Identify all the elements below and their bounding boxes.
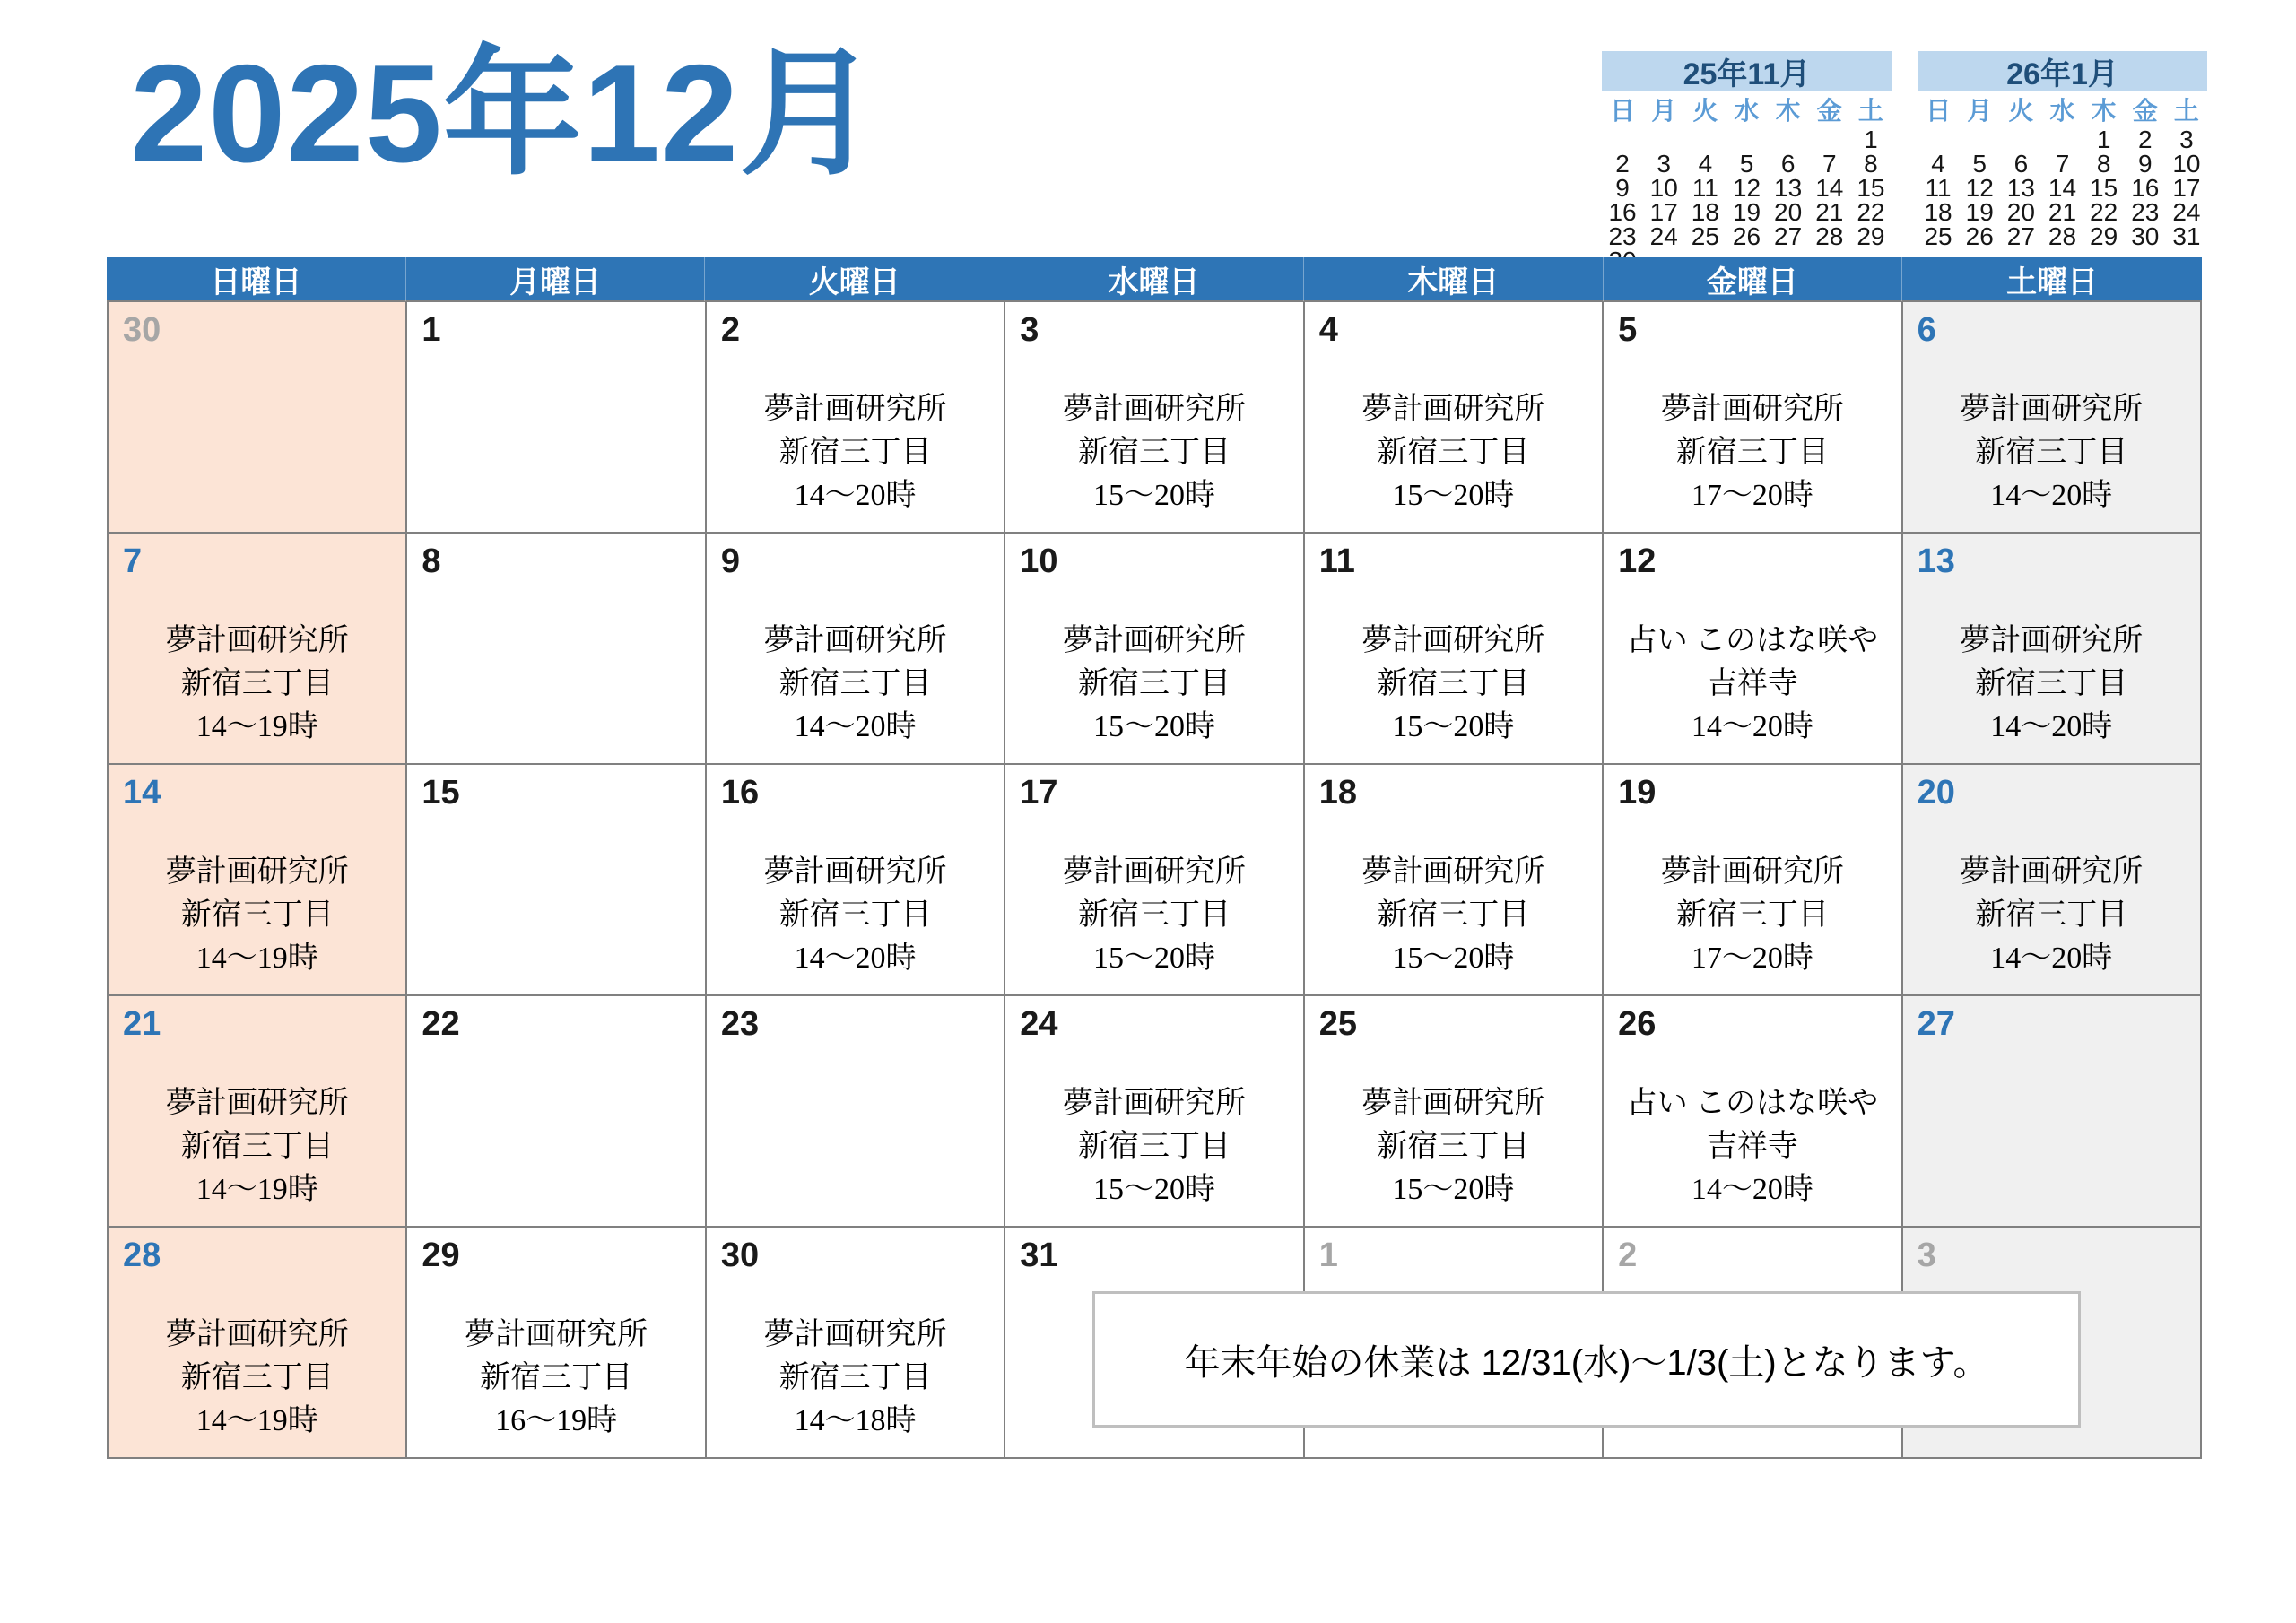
day-number: 31 [1020,1237,1058,1274]
mini-calendar-title: 26年1月 [1918,51,2207,91]
weekday-header-cell: 土曜日 [2006,265,2099,299]
event-line: 新宿三丁目 [1377,436,1530,469]
event-line: 吉祥寺 [1706,667,1798,700]
mini-weekday-label: 水 [2049,97,2075,125]
event-line: 夢計画研究所 [1960,855,2144,889]
event-line: 夢計画研究所 [165,1087,349,1120]
mini-day-number: 14 [1815,174,1844,202]
event-line: 夢計画研究所 [1361,393,1545,426]
event-line: 新宿三丁目 [1077,898,1231,932]
mini-day-number: 11 [1692,174,1718,202]
event-text [1309,851,1598,980]
day-number: 16 [720,774,760,812]
day-number: 13 [1917,542,1955,580]
event-line: 新宿三丁目 [778,898,932,932]
day-cell [1305,534,1604,765]
mini-day-number: 10 [1649,174,1678,202]
day-number: 26 [1618,1005,1657,1043]
event-line: 15〜20時 [1092,479,1215,512]
event-line: 15〜20時 [1092,1173,1215,1206]
event-line: 15〜20時 [1392,710,1515,743]
event-line: 夢計画研究所 [763,1318,947,1351]
day-number: 20 [1917,774,1955,812]
day-number: 3 [1917,1237,1936,1274]
event-text [1607,851,1897,980]
event-text [1309,388,1598,517]
mini-day-number: 12 [1965,174,1994,202]
event-line: 新宿三丁目 [180,1361,334,1394]
day-cell [1604,996,1902,1228]
event-line: 15〜20時 [1392,479,1515,512]
day-number: 6 [1917,311,1936,349]
event-line: 新宿三丁目 [480,1361,633,1394]
mini-day-number: 21 [2048,198,2077,226]
mini-calendar-grid [1602,95,1892,273]
mini-day-number: 3 [2179,126,2194,153]
mini-day-number: 20 [2006,198,2035,226]
mini-day-number: 19 [1732,198,1761,226]
mini-weekday-label: 土 [1857,97,1883,125]
day-number: 1 [1318,1237,1338,1274]
mini-day-number: 8 [1864,150,1878,178]
day-number: 12 [1618,542,1657,580]
weekday-header-cell: 日曜日 [107,257,406,301]
mini-day-number: 28 [2048,222,2077,250]
day-number: 9 [720,542,740,580]
day-cell [1903,996,2202,1228]
mini-day-number [1684,127,1726,152]
day-number: 10 [1020,542,1058,580]
event-text [1607,620,1897,749]
day-cell [407,534,706,765]
event-text [411,1314,700,1443]
event-line: 14〜19時 [196,1404,318,1437]
day-cell [407,765,706,996]
mini-day-number: 17 [1649,198,1678,226]
event-line: 夢計画研究所 [165,855,349,889]
day-cell [707,996,1005,1228]
day-cell [109,302,407,534]
event-line: 新宿三丁目 [1377,898,1530,932]
mini-day-number: 18 [1691,198,1719,226]
event-text [710,851,1000,980]
mini-day-number: 2 [2137,126,2152,153]
day-number: 30 [720,1237,760,1274]
day-number: 8 [422,542,441,580]
mini-day-number: 25 [1924,222,1952,250]
mini-day-number: 1 [2096,126,2111,153]
day-number: 28 [123,1237,161,1274]
day-cell [707,1228,1005,1459]
event-line: 夢計画研究所 [1361,855,1545,889]
mini-day-number [1726,127,1767,152]
mini-weekday-label: 水 [1734,97,1760,125]
mini-day-number [1643,127,1684,152]
weekday-header-row [107,257,2202,300]
event-line: 14〜20時 [794,479,917,512]
event-line: 夢計画研究所 [1960,624,2144,657]
day-number: 7 [123,542,143,580]
day-number: 2 [720,311,740,349]
mini-day-number: 5 [1972,150,1987,178]
event-text [1009,388,1299,517]
event-line: 夢計画研究所 [763,855,947,889]
event-line: 夢計画研究所 [1361,624,1545,657]
event-line: 新宿三丁目 [1675,898,1829,932]
mini-day-number: 24 [2172,198,2201,226]
event-line: 14〜19時 [196,942,318,975]
event-line: 15〜20時 [1392,1173,1515,1206]
weekday-header-cell: 月曜日 [406,257,706,301]
event-text [1309,620,1598,749]
weekday-header-cell: 金曜日 [1604,257,1903,301]
mini-day-number: 26 [1732,222,1761,250]
mini-weekday-label: 日 [1610,97,1636,125]
mini-day-number: 24 [1649,222,1678,250]
mini-day-number [2000,127,2041,152]
event-line: 夢計画研究所 [1062,855,1246,889]
mini-weekday-label: 木 [1775,97,1801,125]
mini-day-number: 22 [1857,198,1885,226]
day-number: 22 [422,1005,460,1043]
mini-day-number: 12 [1732,174,1761,202]
mini-day-number: 21 [1815,198,1844,226]
mini-day-number: 15 [2090,174,2118,202]
day-number: 29 [422,1237,460,1274]
mini-day-number: 20 [1774,198,1803,226]
mini-day-number: 3 [1657,150,1671,178]
event-text [112,1314,402,1443]
day-number: 14 [123,774,161,812]
event-text [1009,620,1299,749]
mini-day-number: 6 [2013,150,2029,178]
event-text [112,1082,402,1211]
event-line: 15〜20時 [1092,942,1215,975]
day-number: 1 [422,311,441,349]
mini-day-number: 1 [1864,126,1878,153]
mini-day-number: 8 [2096,150,2111,178]
day-number: 4 [1318,311,1338,349]
event-line: 占い このはな咲や [1626,1087,1879,1120]
holiday-notice-text: 年末年始の休業は 12/31(水)〜1/3(土)となります。 [1184,1342,1989,1383]
mini-day-number: 29 [2090,222,2118,250]
day-cell [109,1228,407,1459]
day-cell [109,996,407,1228]
event-line: 夢計画研究所 [165,1318,349,1351]
mini-day-number: 14 [2048,174,2077,202]
mini-day-number: 31 [2172,222,2201,250]
mini-day-number: 17 [2172,174,2201,202]
day-cell [1005,996,1304,1228]
mini-day-number: 30 [2131,222,2160,250]
page-title: 2025年12月 [130,36,880,191]
day-number: 23 [720,1005,760,1043]
event-text [710,620,1000,749]
mini-day-number [1959,127,2000,152]
day-cell [1305,996,1604,1228]
event-line: 新宿三丁目 [1077,436,1231,469]
day-cell [707,302,1005,534]
event-line: 新宿三丁目 [778,1361,932,1394]
day-cell [1005,302,1304,534]
day-cell [1903,534,2202,765]
event-line: 17〜20時 [1691,942,1813,975]
event-line: 夢計画研究所 [1361,1087,1545,1120]
day-cell [707,534,1005,765]
mini-calendar [1918,51,2207,248]
day-cell [1604,302,1902,534]
event-line: 16〜19時 [495,1404,618,1437]
day-cell [407,302,706,534]
day-cell [407,996,706,1228]
event-line: 新宿三丁目 [180,1130,334,1163]
day-number: 27 [1917,1005,1955,1043]
day-number: 25 [1318,1005,1357,1043]
mini-weekday-label: 金 [2132,97,2158,125]
event-line: 夢計画研究所 [165,624,349,657]
mini-weekday-label: 火 [1692,97,1718,125]
mini-day-number: 22 [2090,198,2118,226]
event-line: 夢計画研究所 [1062,1087,1246,1120]
mini-day-number: 9 [2137,150,2152,178]
calendar-body [107,300,2202,1459]
day-cell [1305,765,1604,996]
day-cell [1305,302,1604,534]
event-text [1907,388,2196,517]
mini-day-number: 9 [1615,174,1630,202]
day-number: 11 [1318,542,1355,580]
day-number: 30 [123,311,161,349]
weekday-header-cell: 火曜日 [705,257,1004,301]
event-text [1907,620,2196,749]
event-line: 新宿三丁目 [1377,1130,1530,1163]
mini-day-number: 15 [1857,174,1885,202]
event-line: 夢計画研究所 [1660,393,1844,426]
event-line: 17〜20時 [1691,479,1813,512]
mini-day-number [1809,127,1850,152]
day-number: 2 [1618,1237,1638,1274]
mini-day-number [1602,127,1643,152]
mini-calendar [1602,51,1892,273]
day-number: 24 [1020,1005,1058,1043]
event-line: 新宿三丁目 [1975,667,2128,700]
mini-day-number [2041,127,2083,152]
event-line: 夢計画研究所 [763,393,947,426]
event-text [112,851,402,980]
event-line: 新宿三丁目 [1675,436,1829,469]
mini-day-number: 28 [1815,222,1844,250]
day-cell [1604,534,1902,765]
mini-day-number: 25 [1691,222,1719,250]
event-line: 新宿三丁目 [1975,436,2128,469]
mini-day-number: 27 [1774,222,1803,250]
mini-day-number: 29 [1857,222,1885,250]
day-number: 19 [1618,774,1657,812]
day-number: 5 [1618,311,1638,349]
mini-calendar-title: 25年11月 [1602,51,1892,91]
mini-day-number: 13 [1774,174,1803,202]
event-text [1309,1082,1598,1211]
event-line: 新宿三丁目 [1377,667,1530,700]
event-line: 夢計画研究所 [763,624,947,657]
day-cell [1604,765,1902,996]
mini-day-number [1768,127,1809,152]
event-line: 占い このはな咲や [1626,624,1879,657]
event-line: 15〜20時 [1392,942,1515,975]
mini-weekday-label: 木 [2091,97,2117,125]
mini-day-number [1918,127,1959,152]
event-line: 新宿三丁目 [180,667,334,700]
event-text [1607,388,1897,517]
day-number: 17 [1020,774,1058,812]
mini-day-number: 5 [1739,150,1754,178]
event-line: 夢計画研究所 [1960,393,2144,426]
mini-weekday-label: 月 [1651,97,1677,125]
mini-day-number: 26 [1965,222,1994,250]
event-text [112,620,402,749]
mini-day-number: 23 [1608,222,1637,250]
day-cell [1005,534,1304,765]
mini-day-number: 6 [1780,150,1796,178]
mini-weekday-label: 日 [1926,97,1952,125]
event-line: 夢計画研究所 [465,1318,648,1351]
event-line: 14〜20時 [1990,710,2113,743]
mini-calendar-grid [1918,95,2207,248]
event-text [1607,1082,1897,1211]
mini-day-number: 7 [2055,150,2070,178]
mini-day-number: 11 [1925,174,1952,202]
mini-day-number: 10 [2172,150,2201,178]
event-line: 14〜20時 [1691,710,1813,743]
day-cell [707,765,1005,996]
mini-weekday-label: 土 [2173,97,2199,125]
event-line: 14〜19時 [196,1173,318,1206]
event-line: 吉祥寺 [1706,1130,1798,1163]
event-line: 夢計画研究所 [1660,855,1844,889]
day-cell [1903,765,2202,996]
mini-weekday-label: 金 [1816,97,1842,125]
mini-day-number: 13 [2006,174,2035,202]
event-line: 14〜20時 [1990,479,2113,512]
day-cell [109,765,407,996]
mini-day-number: 4 [1931,150,1945,178]
mini-day-number: 7 [1822,150,1837,178]
event-line: 新宿三丁目 [1077,667,1231,700]
event-text [1009,851,1299,980]
mini-day-number: 19 [1965,198,1994,226]
day-cell [407,1228,706,1459]
mini-weekday-label: 月 [1967,97,1993,125]
event-line: 夢計画研究所 [1062,624,1246,657]
mini-day-number: 18 [1924,198,1952,226]
event-line: 14〜20時 [1990,942,2113,975]
event-line: 新宿三丁目 [1077,1130,1231,1163]
day-cell [109,534,407,765]
holiday-notice [1092,1291,2081,1428]
event-line: 14〜19時 [196,710,318,743]
event-line: 15〜20時 [1092,710,1215,743]
event-line: 夢計画研究所 [1062,393,1246,426]
day-number: 18 [1318,774,1357,812]
event-text [1009,1082,1299,1211]
day-number: 3 [1020,311,1039,349]
mini-day-number: 23 [2131,198,2160,226]
mini-day-number: 16 [2131,174,2160,202]
mini-day-number: 27 [2006,222,2035,250]
mini-weekday-label: 火 [2008,97,2034,125]
event-line: 新宿三丁目 [180,898,334,932]
weekday-header-cell: 木曜日 [1304,257,1604,301]
event-text [1907,851,2196,980]
day-number: 21 [123,1005,161,1043]
mini-day-number: 2 [1615,150,1630,178]
mini-day-number: 4 [1698,150,1713,178]
day-number: 15 [422,774,460,812]
event-text [710,1314,1000,1443]
event-text [710,388,1000,517]
event-line: 新宿三丁目 [778,436,932,469]
mini-day-number: 16 [1608,198,1637,226]
weekday-header-cell: 水曜日 [1004,257,1304,301]
event-line: 14〜20時 [794,710,917,743]
day-cell [1903,302,2202,534]
event-line: 14〜20時 [794,942,917,975]
event-line: 14〜18時 [794,1404,917,1437]
event-line: 新宿三丁目 [778,667,932,700]
day-cell [1005,765,1304,996]
main-calendar [107,257,2202,1459]
event-line: 14〜20時 [1691,1173,1813,1206]
event-line: 新宿三丁目 [1975,898,2128,932]
